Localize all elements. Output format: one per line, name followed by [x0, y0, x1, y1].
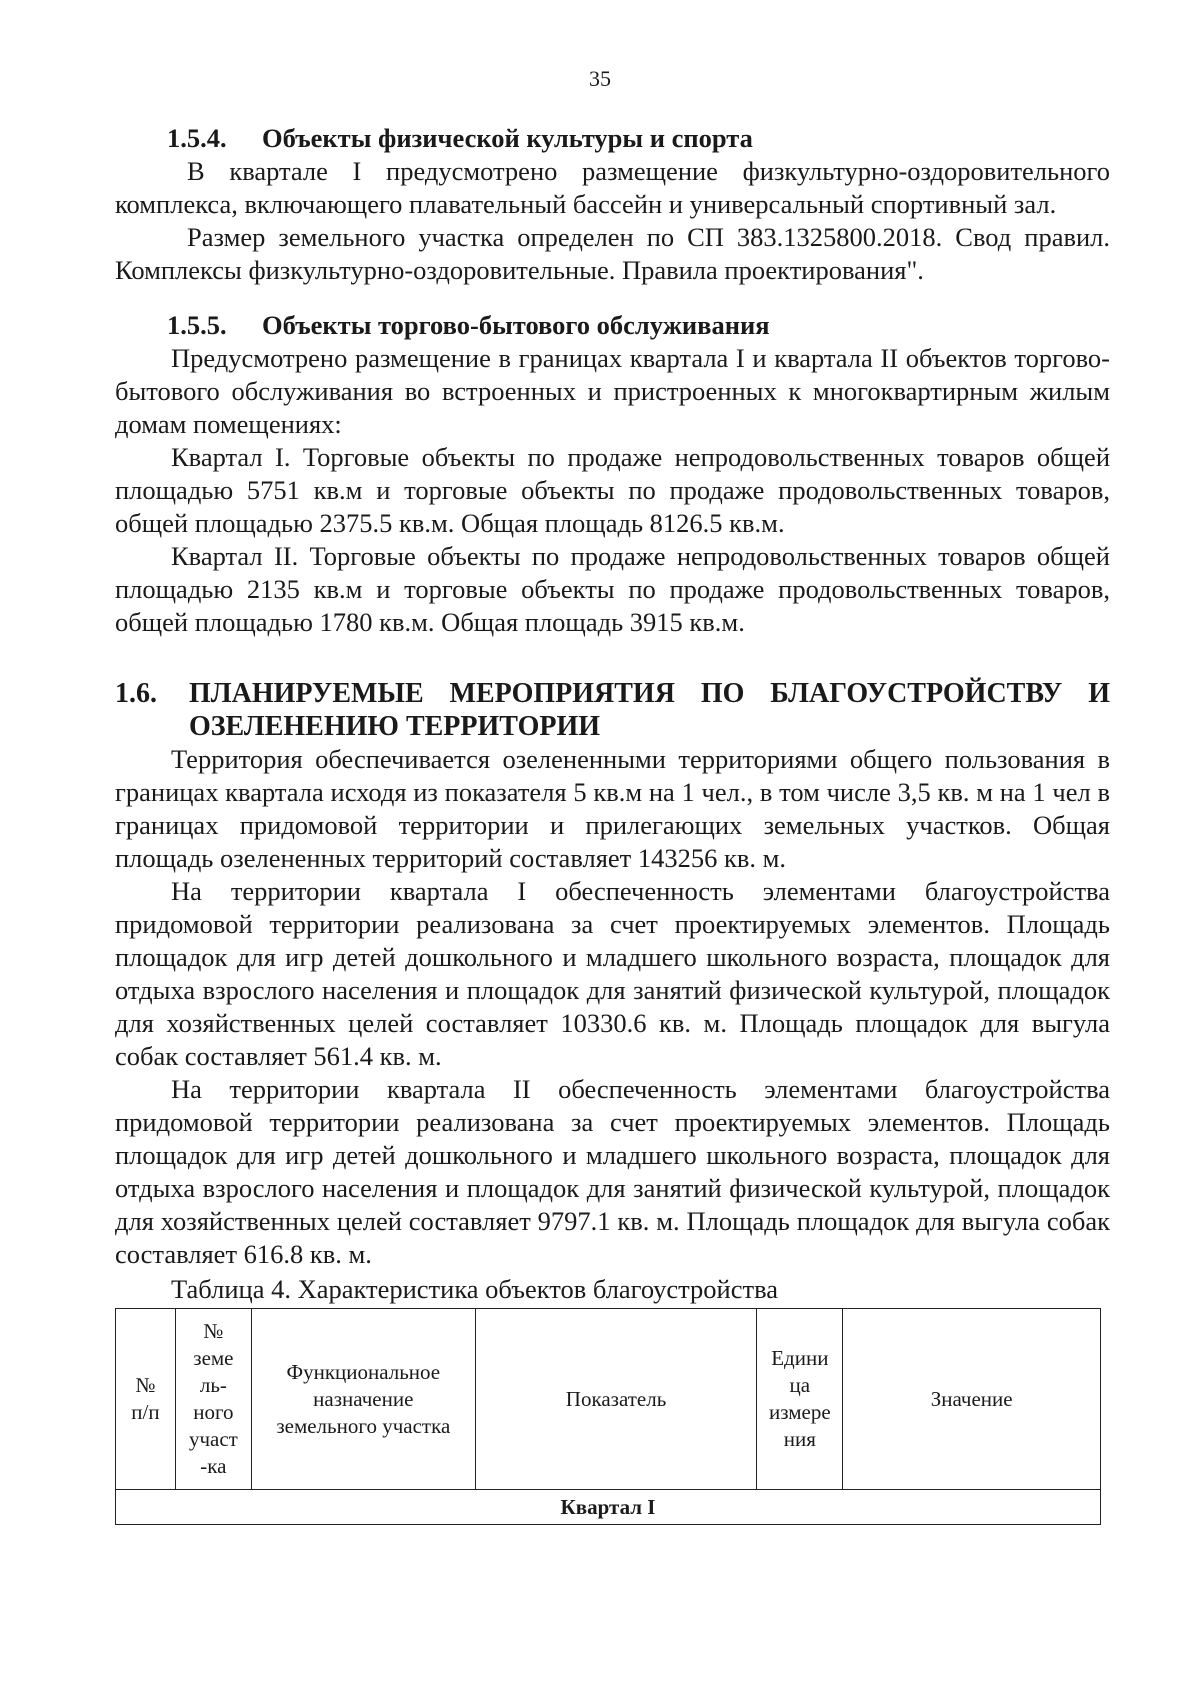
header-text: № п/п	[131, 1373, 160, 1424]
table-caption: Таблица 4. Характеристика объектов благоустройства	[171, 1274, 778, 1304]
header-text: Функциональное назначение земельного участка	[276, 1359, 451, 1438]
section-number: 1.5.5.	[167, 310, 227, 340]
paragraph: На территории квартала II обеспеченность элементами благоустройства придомовой территории реализована за счет проектируемых элементов. Площадь площадок для игр детей дошкольного и младшего школьного возраста, площадок для отдыха взрослого населения и площадок для занятий физической культурой, площадок для хозяйственных целей составляет 9797.1 кв. м. Площадь площадок для выгула собак составляет 616.8 кв. м.	[115, 1074, 1110, 1269]
section-title: Объекты физической культуры и спорта	[262, 123, 753, 153]
table-row	[116, 1490, 1101, 1525]
section-number: 1.5.4.	[167, 123, 227, 153]
section-number: 1.6.	[115, 678, 157, 709]
header-indicator	[475, 1309, 757, 1490]
header-value	[843, 1309, 1101, 1490]
section-title: ПЛАНИРУЕМЫЕ МЕРОПРИЯТИЯ ПО БЛАГОУСТРОЙСТВУ И ОЗЕЛЕНЕНИЮ ТЕРРИТОРИИ	[189, 678, 1110, 742]
header-text: Едини ца измере ния	[769, 1346, 831, 1451]
page-number: 35	[589, 66, 611, 91]
header-row-number	[116, 1309, 176, 1490]
paragraph: Квартал II. Торговые объекты по продаже непродовольственных товаров общей площадью 2135 кв.м и торговые объекты по продаже продовольственных товаров, общей площадью 1780 кв.м. Общая площадь 3915 кв.м.	[115, 541, 1110, 637]
header-text: № земе ль- ного участ -ка	[188, 1319, 238, 1478]
paragraph: В квартале I предусмотрено размещение физкультурно-оздоровительного комплекса, включающего плавательный бассейн и универсальный спортивный зал.	[115, 156, 1110, 219]
header-text: Показатель	[565, 1386, 667, 1411]
improvement-objects-table	[115, 1308, 1101, 1525]
section-title: Объекты торгово-бытового обслуживания	[262, 310, 770, 340]
page-content	[115, 122, 1110, 1525]
section-1-5-5-heading	[167, 309, 1110, 342]
paragraph: Территория обеспечивается озелененными территориями общего пользования в границах квартала исходя из показателя 5 кв.м на 1 чел., в том числе 3,5 кв. м на 1 чел в границах придомовой территории и прилегающих земельных участков. Общая площадь озелененных территорий составляет 143256 кв. м.	[115, 744, 1110, 873]
header-function	[251, 1309, 475, 1490]
paragraph: Размер земельного участка определен по СП 383.1325800.2018. Свод правил. Комплексы физкультурно-оздоровительные. Правила проектирования".	[115, 222, 1110, 285]
header-text: Значение	[930, 1386, 1013, 1411]
paragraph: Квартал I. Торговые объекты по продаже непродовольственных товаров общей площадью 5751 кв.м и торговые объекты по продаже продовольственных товаров, общей площадью 2375.5 кв.м. Общая площадь 8126.5 кв.м.	[115, 442, 1110, 538]
header-plot-number	[175, 1309, 251, 1490]
header-unit	[757, 1309, 843, 1490]
section-1-5-4-heading	[167, 122, 1110, 155]
section-1-6-heading	[115, 677, 1110, 743]
paragraph: Предусмотрено размещение в границах квартала I и квартала II объектов торгово-бытового обслуживания во встроенных и пристроенных к многоквартирным жилым домам помещениях:	[115, 343, 1110, 439]
paragraph: На территории квартала I обеспеченность элементами благоустройства придомовой территории реализована за счет проектируемых элементов. Площадь площадок для игр детей дошкольного и младшего школьного возраста, площадок для отдыха взрослого населения и площадок для занятий физической культурой, площадок для хозяйственных целей составляет 10330.6 кв. м. Площадь площадок для выгула собак составляет 561.4 кв. м.	[115, 876, 1110, 1071]
table-header-row	[116, 1309, 1101, 1490]
group-row-kvartal-1: Квартал I	[116, 1490, 1101, 1525]
